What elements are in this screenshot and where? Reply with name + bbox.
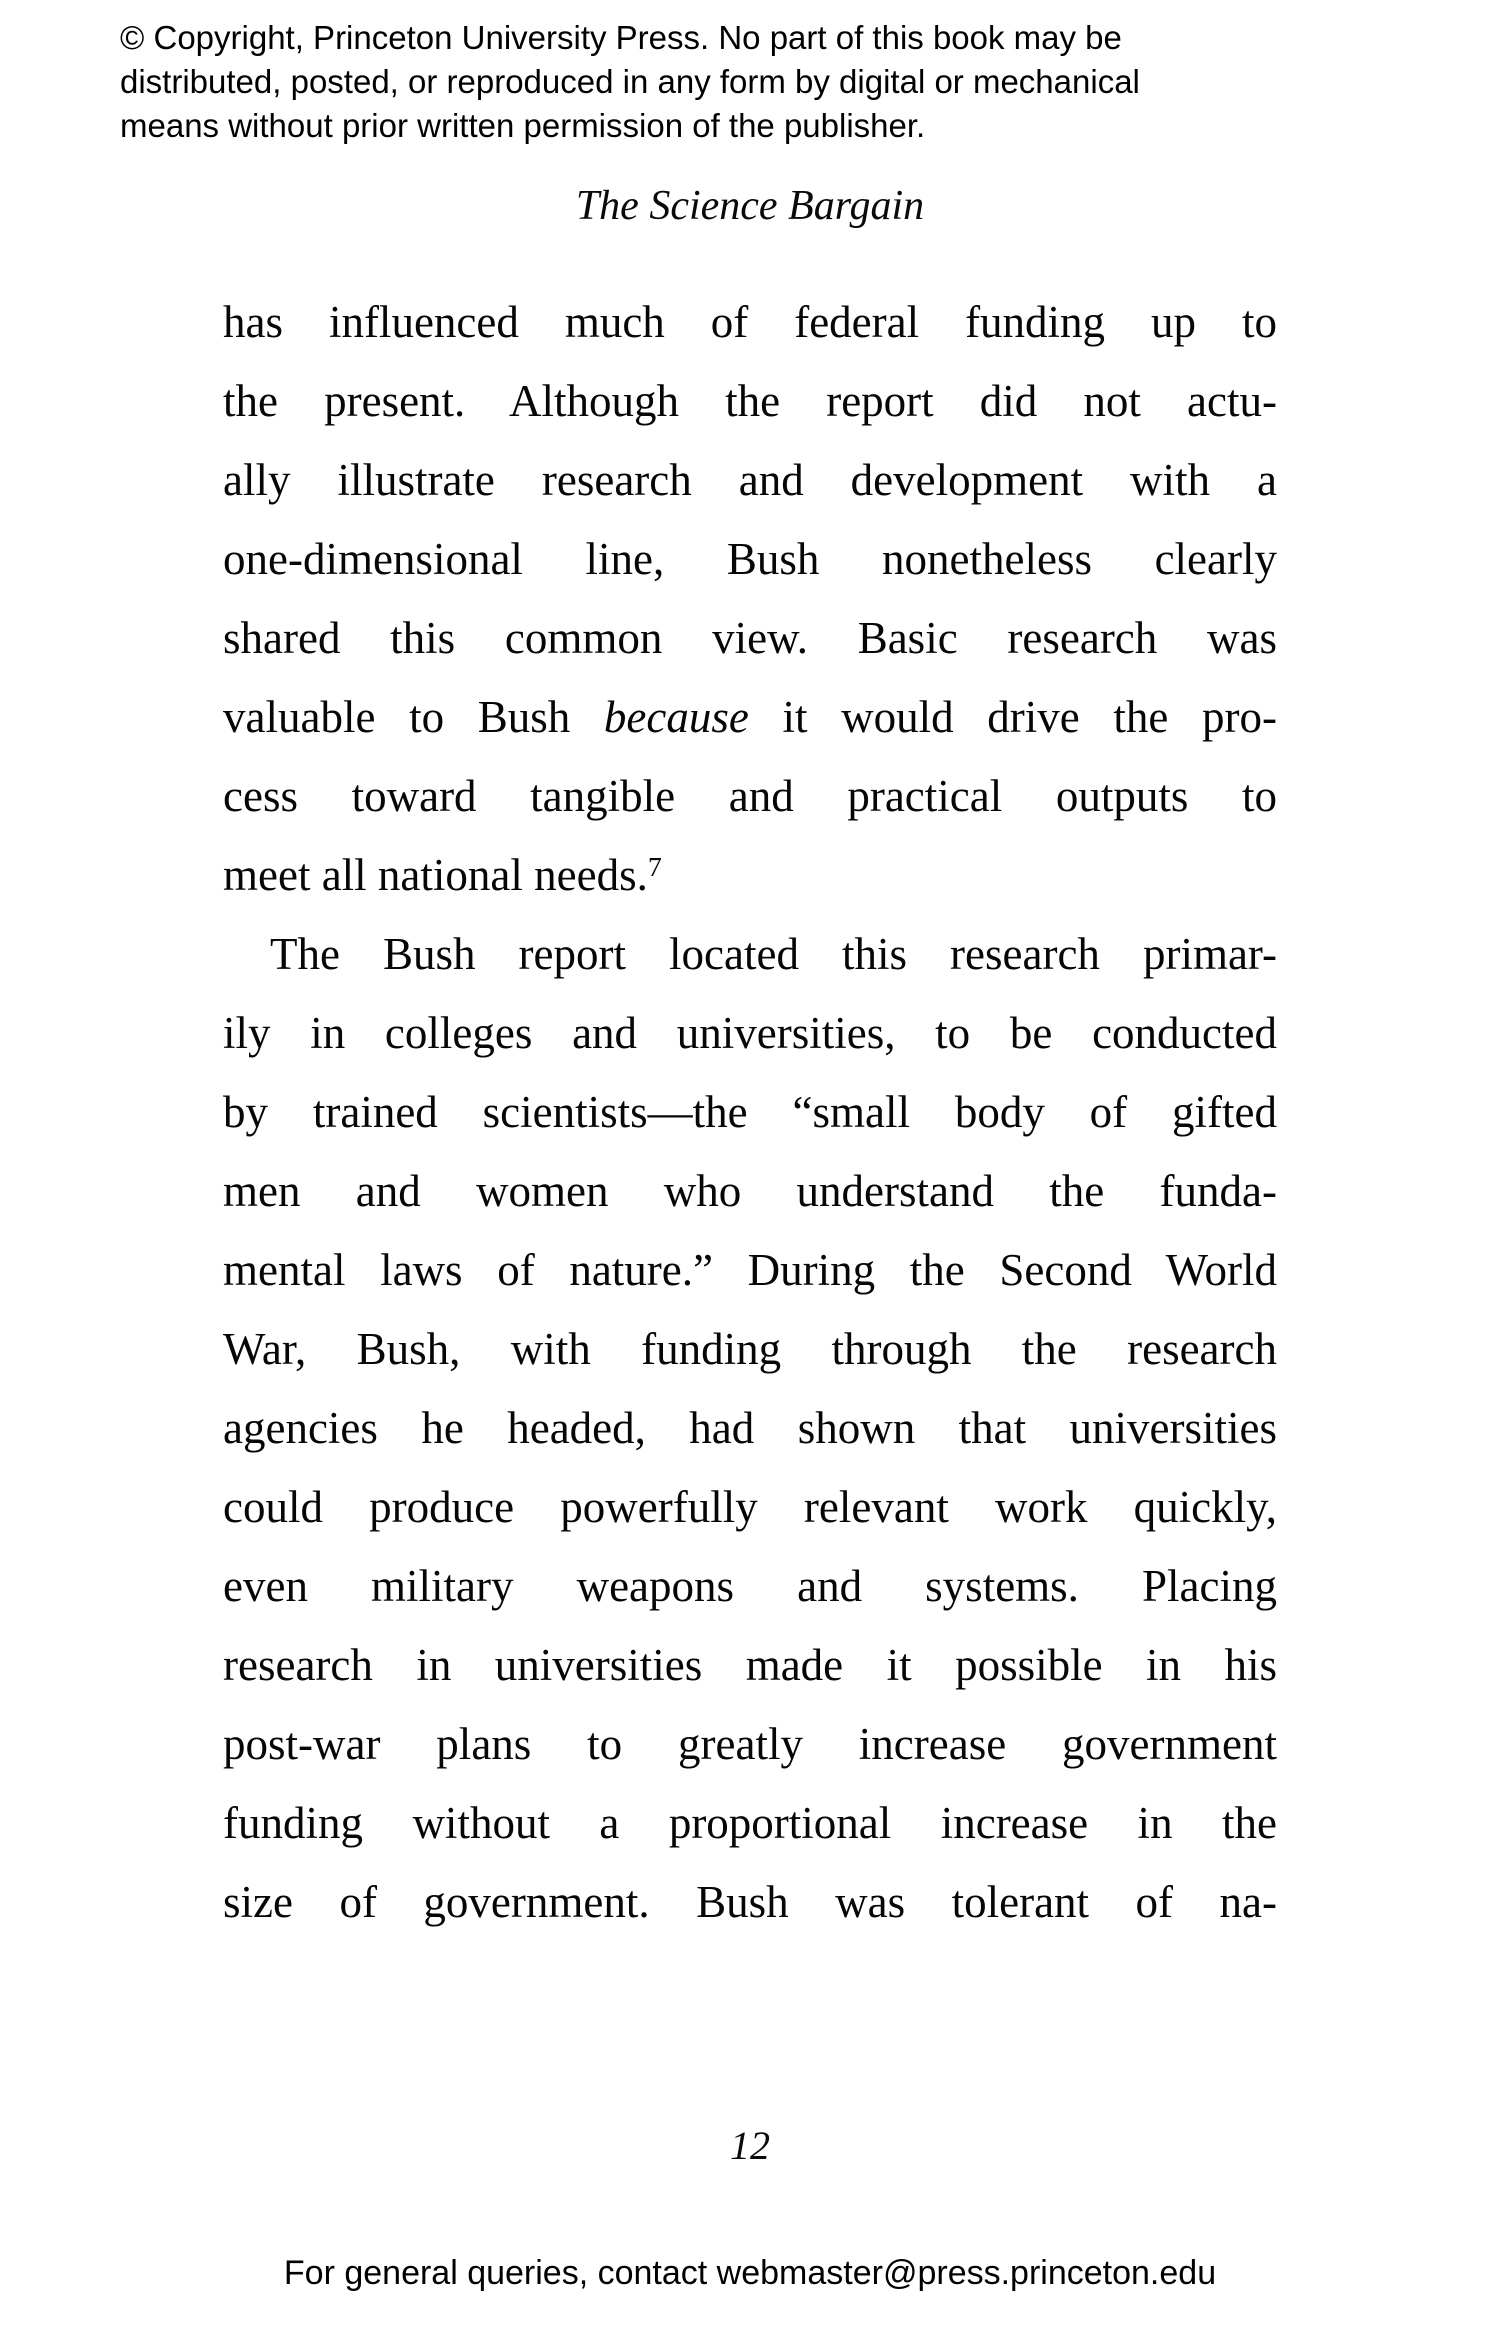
emphasis-because: because — [603, 692, 749, 742]
text-line — [223, 836, 1277, 915]
text-line: has influenced much of federal funding up to — [223, 297, 1277, 347]
text-line: research in universities made it possible in his — [223, 1640, 1277, 1690]
text-line — [223, 678, 1277, 757]
text-line: one-dimensional line, Bush nonetheless clearly — [223, 534, 1277, 584]
line6-post: it would drive the pro- — [748, 692, 1277, 742]
body-text — [223, 283, 1277, 1942]
running-head: The Science Bargain — [575, 183, 925, 229]
text-line: ily in colleges and universities, to be conducted — [223, 1008, 1277, 1058]
text-line: by trained scientists—the “small body of gifted — [223, 1087, 1277, 1137]
text-line: The Bush report located this research primar- — [270, 929, 1277, 979]
copyright-line: means without prior written permission of the publisher. — [120, 107, 926, 144]
para2-lines — [223, 915, 1277, 1942]
paragraph-1 — [223, 283, 1277, 915]
text-line: post-war plans to greatly increase government — [223, 1719, 1277, 1769]
line8-text: meet all national needs. — [223, 850, 648, 900]
copyright-line: distributed, posted, or reproduced in any form by digital or mechanical — [120, 63, 1140, 100]
text-line: funding without a proportional increase in the — [223, 1798, 1277, 1848]
copyright-notice — [120, 16, 1420, 148]
text-line: could produce powerfully relevant work quickly, — [223, 1482, 1277, 1532]
text-line: agencies he headed, had shown that universities — [223, 1403, 1277, 1453]
text-line: ally illustrate research and development with a — [223, 455, 1277, 505]
paragraph-2 — [223, 915, 1277, 1942]
text-line: cess toward tangible and practical outputs to — [223, 771, 1277, 821]
text-line: size of government. Bush was tolerant of na- — [223, 1877, 1277, 1927]
text-line: shared this common view. Basic research was — [223, 613, 1277, 663]
para1-lines — [223, 283, 1277, 678]
footnote-ref-7: 7 — [647, 852, 662, 884]
page-number: 12 — [730, 2123, 770, 2168]
text-line: the present. Although the report did not actu- — [223, 376, 1277, 426]
text-line: War, Bush, with funding through the research — [223, 1324, 1277, 1374]
text-line: men and women who understand the funda- — [223, 1166, 1277, 1216]
text-line: mental laws of nature.” During the Second World — [223, 1245, 1277, 1295]
line6-pre: valuable to Bush — [223, 692, 604, 742]
footer-contact: For general queries, contact webmaster@press.princeton.edu — [283, 2254, 1217, 2292]
text-line: even military weapons and systems. Placing — [223, 1561, 1277, 1611]
copyright-line: © Copyright, Princeton University Press. No part of this book may be — [120, 19, 1122, 56]
